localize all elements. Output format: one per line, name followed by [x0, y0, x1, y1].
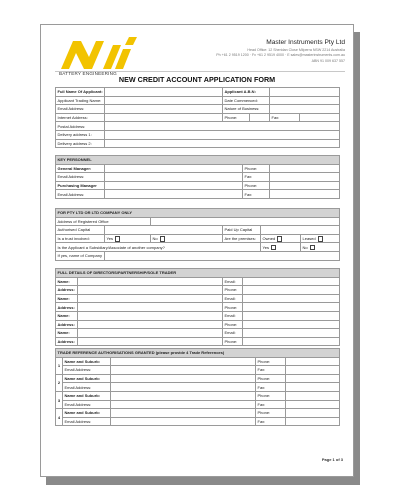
trade1-number: 1 [56, 357, 63, 374]
table-row [56, 417, 340, 426]
postal-label: Postal Address: [56, 122, 105, 131]
purchasing-manager-field[interactable] [105, 181, 243, 190]
director3-phone-field[interactable] [243, 320, 340, 329]
table-row [56, 122, 340, 131]
director3-email-label: Email: [223, 311, 243, 320]
subsidiary-no-option[interactable] [301, 243, 340, 252]
director3-address-field[interactable] [78, 320, 223, 329]
table-row [56, 294, 340, 303]
premises-owned-option[interactable] [261, 234, 301, 243]
table-row [56, 105, 340, 114]
table-row [56, 269, 340, 278]
trust-no-checkbox[interactable] [160, 236, 165, 241]
subsidiary-yes-option[interactable] [261, 243, 301, 252]
company-name: Master Instruments Pty Ltd [266, 39, 345, 46]
trade-heading: TRADE REFERENCE AUTHORISATIONS GRANTED (please provide 4 Trade References) [56, 349, 340, 358]
fax-field[interactable] [300, 113, 340, 122]
table-row [56, 130, 340, 139]
company-section [55, 208, 340, 261]
trade4-fax-label: Fax: [256, 417, 286, 426]
leased-checkbox[interactable] [318, 236, 323, 241]
table-row [56, 96, 340, 105]
trade4-email-field[interactable] [111, 417, 256, 426]
leased-label: Leased [302, 236, 316, 242]
table-row [56, 391, 340, 400]
date-commenced-field[interactable] [270, 96, 340, 105]
table-row [56, 349, 340, 358]
paid-up-capital-field[interactable] [261, 226, 340, 235]
gm-fax-label: Fax: [243, 173, 270, 182]
fax-label: Fax: [270, 113, 300, 122]
trading-name-label: Applicant Trading Name: [56, 96, 105, 105]
director1-address-label: Address: [56, 286, 78, 295]
logo-tagline: BATTERY ENGINEERING [59, 71, 117, 76]
abn-field[interactable] [270, 88, 340, 97]
authorised-capital-label: Authorised Capital [56, 226, 105, 235]
postal-field[interactable] [105, 122, 340, 131]
table-row [56, 311, 340, 320]
email-field[interactable] [105, 105, 223, 114]
director2-name-field[interactable] [78, 294, 223, 303]
personnel-section [55, 155, 340, 199]
table-row [56, 400, 340, 409]
director4-name-label: Name: [56, 329, 78, 338]
director1-email-label: Email: [223, 277, 243, 286]
table-row [56, 226, 340, 235]
table-row [56, 113, 340, 122]
trade3-phone-field[interactable] [286, 391, 340, 400]
table-row [56, 209, 340, 218]
director3-name-label: Name: [56, 311, 78, 320]
pm-phone-label: Phone: [243, 181, 270, 190]
trade4-number: 4 [56, 409, 63, 426]
trade1-phone-label: Phone: [256, 357, 286, 366]
table-row [56, 286, 340, 295]
table-row [56, 277, 340, 286]
delivery2-label: Delivery address 2: [56, 139, 105, 148]
purchasing-manager-label: Purchasing Manager [56, 181, 105, 190]
trade3-name-label: Name and Suburb: [63, 391, 111, 400]
general-manager-field[interactable] [105, 164, 243, 173]
full-name-label: Full Name Of Applicant: [57, 89, 103, 95]
trade3-phone-label: Phone: [256, 391, 286, 400]
company-name-label: If yes, name of Company [56, 251, 105, 260]
table-row [56, 234, 340, 243]
trade4-phone-field[interactable] [286, 409, 340, 418]
table-row [56, 217, 340, 226]
company-heading: FOR PTY LTD OR LTD COMPANY ONLY [56, 209, 340, 218]
general-manager-label: General Manager: [56, 164, 105, 173]
trade2-fax-label: Fax: [256, 383, 286, 392]
applicant-section [55, 87, 340, 148]
trade2-email-label: Email Address: [63, 383, 111, 392]
paid-up-capital-label: Paid Up Capital [223, 226, 261, 235]
table-row [56, 88, 340, 97]
subsidiary-yes-label: Yes [262, 244, 270, 250]
company-abn: ABN 91 009 637 557 [311, 58, 345, 63]
nature-label: Nature of Business: [223, 105, 270, 114]
table-row [56, 181, 340, 190]
table-row [56, 190, 340, 199]
trade1-name-field[interactable] [111, 357, 256, 366]
personnel-heading: KEY PERSONNEL [56, 156, 340, 165]
ni-logo-icon [59, 37, 137, 71]
table-row [56, 173, 340, 182]
director4-email-label: Email: [223, 329, 243, 338]
director4-address-field[interactable] [78, 337, 223, 346]
trade3-email-label: Email Address: [63, 400, 111, 409]
director4-address-label: Address: [56, 337, 78, 346]
trade3-email-field[interactable] [111, 400, 256, 409]
director2-address-label: Address: [56, 303, 78, 312]
trade3-number: 3 [56, 391, 63, 408]
gm-email-field[interactable] [105, 173, 243, 182]
trade1-name-label: Name and Suburb: [63, 357, 111, 366]
trust-yes-checkbox[interactable] [115, 236, 120, 241]
trust-yes-label: Yes [106, 236, 114, 242]
table-row [56, 409, 340, 418]
table-row [56, 337, 340, 346]
trade2-phone-label: Phone: [256, 374, 286, 383]
table-row [56, 139, 340, 148]
date-commenced-label: Date Commenced: [223, 96, 270, 105]
trade2-phone-field[interactable] [286, 374, 340, 383]
authorised-capital-field[interactable] [105, 226, 223, 235]
table-row [56, 320, 340, 329]
trade4-fax-field[interactable] [286, 417, 340, 426]
gm-phone-label: Phone: [243, 164, 270, 173]
trade-section [55, 348, 340, 426]
director3-email-field[interactable] [243, 311, 340, 320]
director3-phone-label: Phone: [223, 320, 243, 329]
trust-no-label: No [152, 236, 158, 242]
phone-field[interactable] [250, 113, 270, 122]
trade3-fax-field[interactable] [286, 400, 340, 409]
director3-name-field[interactable] [78, 311, 223, 320]
table-row [56, 243, 340, 252]
trading-name-field[interactable] [105, 96, 223, 105]
table-row [56, 329, 340, 338]
trade1-fax-field[interactable] [286, 366, 340, 375]
nature-field[interactable] [270, 105, 340, 114]
internet-field[interactable] [105, 113, 223, 122]
director2-address-field[interactable] [78, 303, 223, 312]
full-name-field[interactable] [105, 88, 223, 97]
director4-phone-field[interactable] [243, 337, 340, 346]
gm-email-label: Email Address: [56, 173, 105, 182]
trust-yes-option[interactable] [105, 234, 151, 243]
pm-fax-label: Fax: [243, 190, 270, 199]
company-name-field[interactable] [105, 251, 340, 260]
director2-phone-label: Phone: [223, 303, 243, 312]
directors-heading: FULL DETAILS OF DIRECTORS/PARTNERSHIP/SOLE TRADER [56, 269, 340, 278]
trade1-fax-label: Fax: [256, 366, 286, 375]
director1-email-field[interactable] [243, 277, 340, 286]
trade4-phone-label: Phone: [256, 409, 286, 418]
director4-name-field[interactable] [78, 329, 223, 338]
director1-phone-field[interactable] [243, 286, 340, 295]
pm-phone-field[interactable] [270, 181, 340, 190]
company-contact: Ph +61 2 9519 1200 · Fx +61 2 9519 4000 · E sales@masterinstruments.com.au [216, 53, 345, 57]
table-row [56, 251, 340, 260]
owned-label: Owned [262, 236, 276, 242]
subsidiary-yes-checkbox[interactable] [271, 245, 276, 250]
page-number: Page 1 of 3 [321, 457, 343, 462]
trade2-number: 2 [56, 374, 63, 391]
delivery2-field[interactable] [105, 139, 340, 148]
trade4-email-label: Email Address: [63, 417, 111, 426]
director1-phone-label: Phone: [223, 286, 243, 295]
director1-name-label: Name: [56, 277, 78, 286]
company-address: Head Office: 12 Sheridan Close Milperra NSW 2214 Australia [247, 47, 345, 52]
trade3-name-field[interactable] [111, 391, 256, 400]
director4-email-field[interactable] [243, 329, 340, 338]
gm-phone-field[interactable] [270, 164, 340, 173]
director4-phone-label: Phone: [223, 337, 243, 346]
director2-email-label: Email: [223, 294, 243, 303]
owned-checkbox[interactable] [277, 236, 282, 241]
premises-label: Are the premises: [223, 234, 261, 243]
table-row [56, 303, 340, 312]
subsidiary-no-label: No [302, 244, 308, 250]
form-page [40, 24, 354, 477]
delivery1-label: Delivery address 1: [56, 130, 105, 139]
email-label: Email Address: [56, 105, 105, 114]
phone-label: Phone: [223, 113, 250, 122]
trade1-email-field[interactable] [111, 366, 256, 375]
subsidiary-label: Is the Applicant a Subsidiary/Associate of another company? [56, 243, 261, 252]
table-row [56, 366, 340, 375]
table-row [56, 357, 340, 366]
trade4-name-field[interactable] [111, 409, 256, 418]
director2-phone-field[interactable] [243, 303, 340, 312]
trust-label: Is a trust involved: [56, 234, 105, 243]
header-divider [55, 71, 345, 72]
trade2-name-label: Name and Suburb: [63, 374, 111, 383]
registered-office-field[interactable] [151, 217, 340, 226]
pm-fax-field[interactable] [270, 190, 340, 199]
pm-email-field[interactable] [105, 190, 243, 199]
trade2-fax-field[interactable] [286, 383, 340, 392]
subsidiary-no-checkbox[interactable] [310, 245, 315, 250]
director2-email-field[interactable] [243, 294, 340, 303]
trade1-email-label: Email Address: [63, 366, 111, 375]
director2-name-label: Name: [56, 294, 78, 303]
table-row [56, 374, 340, 383]
directors-section [55, 268, 340, 346]
director1-address-field[interactable] [78, 286, 223, 295]
pm-email-label: Email Address: [56, 190, 105, 199]
registered-office-label: Address of Registered Office [56, 217, 151, 226]
director3-address-label: Address: [56, 320, 78, 329]
gm-fax-field[interactable] [270, 173, 340, 182]
premises-leased-option[interactable] [301, 234, 340, 243]
table-row [56, 164, 340, 173]
director1-name-field[interactable] [78, 277, 223, 286]
abn-label: Applicant A.B.N: [223, 88, 270, 97]
trade4-name-label: Name and Suburb: [63, 409, 111, 418]
company-details [155, 39, 345, 63]
trade2-name-field[interactable] [111, 374, 256, 383]
table-row [56, 383, 340, 392]
delivery1-field[interactable] [105, 130, 340, 139]
trust-no-option[interactable] [151, 234, 223, 243]
trade2-email-field[interactable] [111, 383, 256, 392]
form-title: NEW CREDIT ACCOUNT APPLICATION FORM [118, 75, 276, 84]
internet-label: Internet Address: [56, 113, 105, 122]
table-row [56, 156, 340, 165]
trade1-phone-field[interactable] [286, 357, 340, 366]
trade3-fax-label: Fax: [256, 400, 286, 409]
